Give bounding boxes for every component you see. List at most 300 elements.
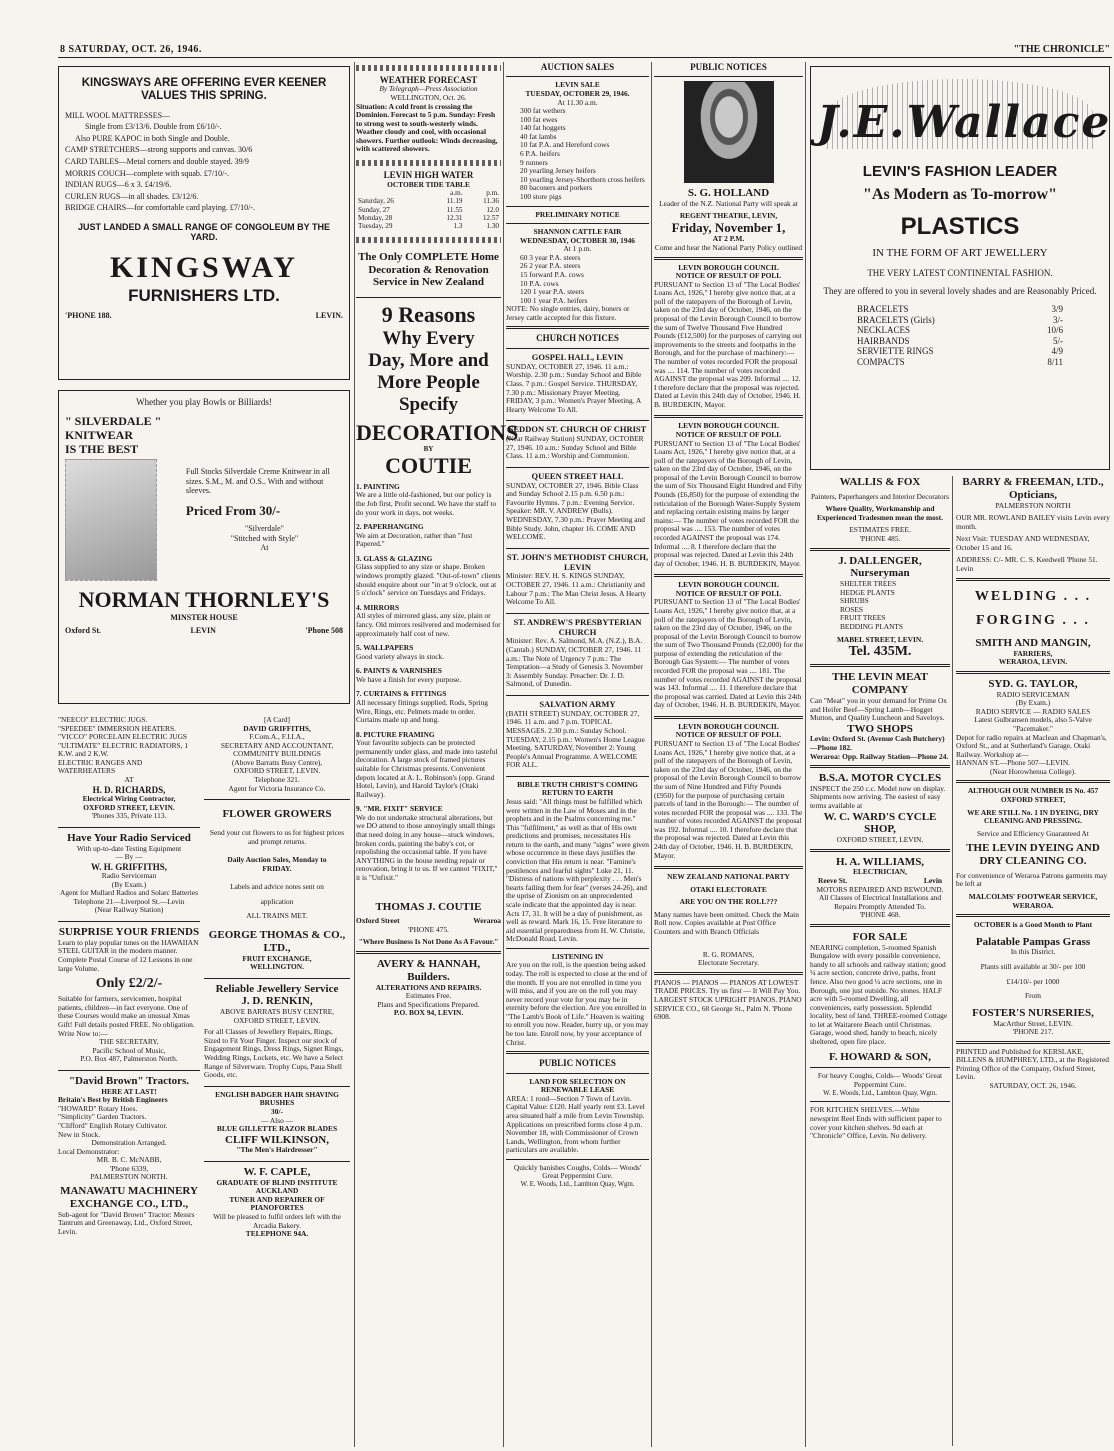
council-head: LEVIN BOROUGH COUNCIL (678, 421, 779, 431)
dyeing-name: THE LEVIN DYEING AND DRY CLEANING CO. (966, 842, 1100, 868)
church-name: GOSPEL HALL, LEVIN (531, 351, 624, 362)
tide-cell: 12.57 (482, 214, 499, 223)
dallenger-item: SHRUBS (840, 596, 869, 606)
church-name: ST. JOHN'S METHODIST CHURCH, LEVIN (506, 551, 649, 572)
nine-reasons (356, 302, 519, 479)
stock-item: 10 yearling Jersey-Shorthorn cross heifers (520, 174, 645, 184)
wilk-line: BLUE GILLETTE RAZOR BLADES (216, 1124, 338, 1134)
wallace-leader: LEVIN'S FASHION LEADER (862, 163, 1058, 180)
column-divider (805, 62, 806, 1447)
pampas-price: £14/10/- per 1000 (1006, 976, 1060, 986)
coutie-town: Weraroa (473, 916, 501, 926)
tide-col: a.m. (450, 189, 463, 198)
kingsway-item: Single from £3/13/6. Double from £6/10/-. (85, 122, 222, 132)
roll-body: Many names have been omitted. Check the Main Roll now. Copies available at Post Office Counters and with Branch Officials (654, 909, 799, 937)
kingsway-item: INDIAN RUGS—6 x 3. £4/19/6. (65, 180, 172, 190)
column-divider (503, 62, 504, 1447)
column-5 (654, 62, 803, 1447)
council-body: PURSUANT to Section 13 of "The Local Bodies' Loans Act, 1926," I hereby give notice that, at a poll of the ratepayers of the Borough of Levin, taken on the 23rd day of October, 1946, on the proposal of the Levin Borough Council to borrow the sum of Twelve Thousand Five Hundred Pounds (£12,500) for the purposes of carrying out improvements to the streets and footpaths in the Borough, and for the purchase of machinery:— The number of votes recorded FOR the proposal was .... 114. The number of votes recorded AGAINST the proposal was 209. Informal .... 12. I therefore declare that the proposal was rejected. Dated at Levin this 24th day of October, 1946. H. B. BURDEKIN, Mayor. (654, 279, 802, 409)
griffiths-card (204, 716, 350, 793)
griffiths-line: [A Card] (263, 715, 291, 724)
thornley-name: NORMAN THORNLEY'S (78, 587, 330, 613)
bible-body: Jesus said: "All things must be fulfilled which were written in the Law of Moses and in the prophets and in the Psalms concerning me." This "fulfilment," as well as that of His own predictions and promises, necessitates His return to the earth, and many "signs" were given whose occurrence in these days justifies the conviction that His return is near. "Famine's pestilences and fearful sights" Luke 21, 11. "Distress of nations with perplexity . . . Men's hearts failing them for fear" (verses 24-26), and the uprise of Zionism on an unprecedented scale indicate that the appointed day is near. Acts 17, 31. It will be a day of punishment, as well as reward. Mark 16, 15. Free literature to aid essential preparedness from H. W. Christie, McDonald Road, Levin. (506, 797, 649, 944)
stock-item: 6 P.A. heifers (520, 149, 560, 159)
imprint: PRINTED and Published for KERSLAKE, BILLENS & HUMPHREY, LTD., at the Registered Printing Office of the Company, Oxford Street, Levin. (956, 1046, 1109, 1082)
avery-line: ALTERATIONS AND REPAIRS. (375, 982, 482, 992)
reason-text: Good variety always in stock. (356, 651, 445, 661)
romans-name: R. G. ROMANS, (702, 949, 755, 959)
church-head: CHURCH NOTICES (536, 333, 619, 344)
column-3 (356, 62, 519, 1447)
council-sub: NOTICE OF RESULT OF POLL (675, 429, 782, 439)
column-4 (506, 62, 649, 1447)
reason-text: Glass supplied to any size or shape. Broken windows promptly glazed. "Out-of-town" clients should enquire about our "in at 9 o'clock, out at 5 o'clock" service on Tuesdays and Fridays. (356, 562, 501, 598)
barry-name: BARRY & FREEMAN, LTD., (962, 476, 1104, 488)
reason-head: 7. CURTAINS & FITTINGS (356, 689, 447, 699)
council-head: LEVIN BOROUGH COUNCIL (678, 580, 779, 590)
dbrown-line: Britain's Best by British Engineers (58, 1095, 168, 1105)
price-item: COMPACTS (857, 356, 905, 367)
church-name: QUEEN STREET HALL (531, 470, 624, 481)
taylor-name: SYD. G. TAYLOR, (988, 677, 1078, 690)
pampas-from: From (1024, 991, 1041, 1001)
council-body: PURSUANT to Section 13 of "The Local Bodies' Loans Act, 1926," I hereby give notice that, at a poll of the ratepayers of the Borough of Levin, taken on the 23rd day of October, 1946, on the proposal of the Levin Borough Council to borrow the sum of Two Thousand Pounds (£2,000) for the purpose of extending the reticulation of the Borough Gas System:— The number of votes recorded FOR the proposal was .... 181. The number of votes recorded AGAINST the proposal was 143. Informal .... 11. I therefore declare that the proposal was carried. Dated at Levin this 24th day of October, 1946. H. B. BURDEKIN, Mayor. (654, 597, 803, 710)
surprise-head: SURPRISE YOUR FRIENDS (58, 926, 200, 939)
dallenger-address: MABEL STREET, LEVIN. (836, 634, 924, 644)
prelim-notice: PRELIMINARY NOTICE (535, 209, 620, 219)
wallace-ad (810, 66, 1110, 470)
griffiths-line: (Above Barratts Busy Centre), (231, 757, 323, 767)
price-row (857, 315, 1063, 325)
thornley-at: At (260, 542, 269, 552)
tide-cell: 12.31 (446, 214, 463, 223)
reasons-line: 9 Reasons (381, 302, 476, 328)
tide-cell: Sunday, 27 (358, 205, 390, 214)
flower-line: Send your cut flowers to us for highest prices and prompt returns. (209, 827, 345, 846)
levin-time: At 11.30 a.m. (557, 97, 598, 107)
reason-head: 8. PICTURE FRAMING (356, 729, 435, 739)
thornley-right (186, 407, 343, 583)
richards-line: "VICCO" PORCELAIN ELECTRIC JUGS (58, 732, 188, 742)
council-sub: NOTICE OF RESULT OF POLL (675, 730, 782, 740)
williams-line: 'PHONE 468. (859, 910, 901, 920)
church-text: Minister: Rev. A. Salmond, M.A. (N.Z.), B.A. (Cantab.) SUNDAY, OCTOBER 27, 1946. 11 a.m.: The Note of Urgency 7 p.m.: The Temptation—a Study of Genesis 3. November 3: Assembly Sunday. Preacher: Dr. J. D. Salmond, of Dunedin. (506, 636, 644, 689)
dbrown-line: "Simplicity" Garden Tractors. (58, 1112, 147, 1122)
thornley-ad (58, 390, 350, 704)
thornley-silverdale: " SILVERDALE " (65, 414, 162, 429)
dyeing-still: WE ARE STILL No. 1 IN DYEING, DRY CLEANING AND PRESSING. (967, 807, 1099, 826)
griffiths-line: SECRETARY AND ACCOUNTANT, (220, 740, 334, 750)
weather-head: WEATHER FORECAST (379, 75, 478, 85)
wilk-line: 30/- (271, 1106, 283, 1116)
smith-name: SMITH AND MANGIN, (975, 637, 1091, 650)
listen-head: LISTENING IN (551, 951, 604, 961)
wallace-offered: They are offered to you in several lovely shades and are Reasonably Priced. (823, 285, 1097, 296)
welding-head: WELDING . . . (974, 588, 1092, 604)
church-text: SUNDAY, OCTOBER 27, 1946. Bible Class and Sunday School 2.15 p.m. 6.50 p.m.: Favourite Hymns. 7 p.m.: Evening Service. Speaker: MR. V. ANDREW (Bulls). WEDNESDAY, 7.30 p.m.: Prayer Meeting and Bible Study. John, chapter 16. COME AND WELCOME. (506, 480, 645, 542)
thornley-phone: 'Phone 508 (305, 625, 343, 635)
kingsway-name: KINGSWAY (110, 250, 298, 284)
renkin-sub: ABOVE BARRATS BUSY CENTRE, (219, 1007, 335, 1017)
dbrown-sub: HERE AT LAST! (101, 1086, 157, 1096)
thornley-street: Oxford St. (65, 625, 101, 635)
stock-item: 60 3 year P.A. steers (520, 252, 581, 262)
wallis-sub: Painters, Paperhangers and Interior Decorators (810, 491, 950, 501)
caple-line: TUNER AND REPAIRER OF PIANOFORTES (229, 1194, 325, 1213)
coutie-street: Oxford Street (356, 916, 400, 926)
church-list (506, 353, 649, 770)
holland-date: Friday, November 1, (671, 220, 786, 236)
pampas-plants: Plants still available at 30/- per 100 (980, 962, 1086, 972)
weather-body: Situation: A cold front is crossing the Dominion. Forecast to 5 p.m. Sunday: Fresh to strong west to south-westerly winds. Weather cloudy and cool, with occasional showers. Further outlook: Winds decreasing, with scattered showers. (356, 101, 498, 154)
price-row (857, 346, 1063, 356)
flower-line: Labels and advice notes sent on (230, 882, 324, 892)
kingsway-congoleum: JUST LANDED A SMALL RANGE OF CONGOLEUM BY THE YARD. (77, 222, 330, 243)
taylor-line: (By Exam.) (1015, 698, 1051, 708)
thornley-house: MINSTER HOUSE (170, 612, 238, 622)
malcolms-name: MALCOLMS' FOOTWEAR SERVICE, WERAROA. (968, 892, 1098, 910)
kingsway-ad (58, 66, 350, 380)
pianos-ad: PIANOS — PIANOS — PIANOS AT LOWEST TRADE PRICES. Try us first — It Will Pay You. LARGEST STOCK UPRIGHT PIANOS. PIANO SERVICE CO., 68 George St., Palm N. 'Phone 6908. (654, 977, 802, 1022)
levin-items (506, 107, 649, 201)
barry-next: Next Visit: TUESDAY AND WEDNESDAY, October 15 and 16. (956, 534, 1090, 552)
taylor-line: RADIO SERVICE — RADIO SALES (975, 706, 1091, 716)
reason-head: 6. PAINTS & VARNISHES (356, 666, 442, 676)
woods-sub: W. E. Woods, Ltd., Lambton Quay, Wgtn. (520, 1181, 635, 1188)
weather-forecast (356, 75, 501, 154)
flower-growers-ad (204, 808, 350, 971)
dallenger-item: HEDGE PLANTS (840, 587, 895, 597)
public-notices-head: PUBLIC NOTICES (539, 1058, 616, 1069)
foster-address: MacArthur Street, LEVIN. (993, 1018, 1073, 1028)
reason-head: 3. GLASS & GLAZING (356, 553, 433, 563)
foster-name: FOSTER'S NURSERIES, (972, 1006, 1094, 1019)
dallenger-item: BEDDING PLANTS (840, 622, 904, 632)
pampas-district: In this District. (1010, 947, 1056, 957)
for-sale-head: FOR SALE (852, 930, 908, 943)
williams-street: Reeve St. (818, 876, 848, 886)
masthead-title: "THE CHRONICLE" (1013, 44, 1110, 55)
shannon-items (506, 254, 649, 305)
dbrown-line: 'Phone 6339, (109, 1163, 149, 1173)
griffiths-line: DAVID GRIFFITHS, (243, 723, 311, 733)
tide-col: p.m. (486, 189, 499, 198)
dyeing-body: For convenience of Weraroa Patrons garments may be left at (956, 870, 1108, 889)
masthead-rule (58, 57, 1112, 58)
woods-sub: W. E. Woods, Ltd., Lambton Quay, Wgtn. (823, 1089, 937, 1097)
meat-company-name: THE LEVIN MEAT COMPANY (832, 671, 928, 697)
column-2 (204, 712, 350, 1447)
coutie-tagline: "Where Business Is Not Done As A Favour." (358, 937, 499, 947)
bsa-body: INSPECT the 250 c.c. Model now on display. Shipments now arriving. The easiest of easy terms available at (810, 783, 946, 811)
council-head: LEVIN BOROUGH COUNCIL (678, 721, 779, 731)
wallace-art: IN THE FORM OF ART JEWELLERY (872, 246, 1048, 259)
forging-head: FORGING . . . (976, 612, 1090, 628)
radio-sub: Agent for Mullard Radios and Solarc Batteries (60, 888, 198, 898)
price-value: 8/11 (1047, 356, 1063, 367)
october-head: OCTOBER is a Good Month to Plant (973, 920, 1093, 930)
reason-head: 2. PAPERHANGING (356, 522, 424, 532)
reasons-line: Specify (398, 393, 459, 415)
reasons-line: COUTIE (385, 453, 472, 479)
reason-head: 5. WALLPAPERS (356, 643, 414, 653)
wallis-body: Where Quality, Workmanship and Experienced Tradesmen mean the most. (817, 504, 943, 522)
masthead-date: 8 SATURDAY, OCT. 26, 1946. (60, 44, 202, 55)
ward-address: OXFORD STREET, LEVIN. (836, 835, 924, 845)
dbrown-line: MR. B. C. McNABB, (96, 1155, 162, 1165)
renkin-name: J. D. RENKIN, (241, 995, 313, 1008)
kingsway-item: MILL WOOL MATTRESSES— (65, 110, 171, 120)
richards-ad (58, 716, 200, 821)
reason-head: 9. "MR. FIXIT" SERVICE (356, 804, 443, 814)
meat-shops: TWO SHOPS (847, 722, 913, 735)
smith-farriers: FARRIERS, (1013, 648, 1053, 658)
national-party-head: NEW ZEALAND NATIONAL PARTY (667, 872, 790, 882)
wallace-area (810, 62, 1110, 472)
wilk-line: — Also — (260, 1115, 294, 1125)
stock-item: 10 P.A. cows (520, 278, 559, 288)
coutie-name: THOMAS J. COUTIE (375, 900, 482, 913)
flower-line: application (260, 896, 294, 906)
church-text: Minister: REV. H. S. KINGS SUNDAY, OCTOBER 27, 1946. 11 a.m.: Christianity and Labour 7 p.m.: The Man Christ Jesus. A Hearty Welcome To All. (506, 571, 647, 607)
otaki-electorate: OTAKI ELECTORATE (690, 884, 767, 894)
reason-text: We have a finish for every purpose. (356, 674, 462, 684)
williams-line: All Classes of Electrical Installations and Repairs Promptly Attended To. (818, 893, 942, 911)
price-row (857, 304, 1063, 314)
shelves-ad: FOR KITCHEN SHELVES.—White newsprint Reel Ends with sufficient paper to cover your kitchen shelves. 9d each at "Chronicle" Office, Levin. No delivery. (810, 1105, 942, 1141)
woods-ad: For heavy Coughs, Colds— Woods' Great Peppermint Cure. (817, 1071, 943, 1089)
price-value: 10/6 (1046, 325, 1063, 336)
coutie-phone: 'PHONE 475. (408, 924, 449, 934)
tide-table (356, 170, 501, 231)
coutie-reasons-list (356, 483, 501, 883)
thornley-town: LEVIN (190, 625, 216, 635)
meat-shop-line: Levin: Oxford St. (Avenue Cash Butchery)—Phone 182. (810, 734, 945, 752)
ornament-rule (356, 237, 501, 243)
ornament-rule (356, 160, 501, 166)
radio-sub: (By Exam.) (111, 879, 147, 889)
dyeing-service: Service and Efficiency Guaranteed At (977, 828, 1089, 838)
church-text: SUNDAY, OCTOBER 27, 1946. 11 a.m.: Worship. 2.30 p.m.: Sunday School and Bible Class. 7 p.m.: Gospel Service. THURSDAY, 7.30 p.m.: Missionary Prayer Meeting. FRIDAY, 3 p.m.: Women's Prayer Meeting. A Hearty Welcome To All. (506, 361, 642, 414)
price-item: SERVIETTE RINGS (857, 346, 934, 357)
dbrown-head: "David Brown" Tractors. (68, 1074, 190, 1087)
weather-by: By Telegraph—Press Association (379, 84, 478, 94)
richards-line: AT (124, 775, 134, 785)
griffiths-line: Telephone 321. (254, 775, 300, 785)
stock-item: 300 fat wethers (520, 106, 566, 116)
stock-item: 80 baconers and porkers (520, 183, 593, 193)
kingsway-item: Also PURE KAPOC in both Single and Double. (75, 133, 230, 143)
price-value: 5/- (1053, 335, 1063, 346)
weather-place: WELLINGTON, Oct. 26. (390, 93, 467, 103)
column-divider (651, 62, 652, 1447)
masthead (0, 0, 1114, 56)
reasons-line: BY (423, 445, 434, 454)
auction-head: AUCTION SALES (540, 62, 615, 72)
richards-line: "NEECO" ELECTRIC JUGS. (58, 715, 148, 724)
wilk-sub: "The Men's Hairdresser" (236, 1145, 318, 1155)
stock-item: 100 store pigs (520, 191, 562, 201)
kingsway-item: MORRIS COUCH—complete with squab. £7/10/-. (65, 168, 229, 178)
tide-grid (356, 189, 501, 231)
barry-opticians: Opticians, (1009, 488, 1057, 501)
dallenger-nursery: Nurseryman (850, 567, 910, 580)
surprise-body: Learn to play popular tunes on the HAWAIIAN STEEL GUITAR in the modern manner. Complete Postal Course of 12 Lessons in one large Volume. (58, 937, 199, 973)
price-item: HAIRBANDS (857, 335, 910, 346)
richards-line: "ULTIMATE" ELECTRIC RADIATORS, 1 K.W. and 2 K.W. (58, 740, 189, 759)
kingsway-headline: KINGSWAYS ARE OFFERING EVER KEENER VALUES THIS SPRING. (81, 77, 327, 103)
surprise-ad (58, 926, 200, 1064)
kingsway-item: CARD TABLES—Metal corners and double stayed. 39/9 (65, 157, 249, 167)
price-row (857, 325, 1063, 335)
taylor-line: Latest Gulbransen models, also 5-Valve "Pacemaker." (974, 715, 1092, 733)
bible-head: BIBLE TRUTH CHRIST'S COMING RETURN TO EARTH (517, 779, 638, 798)
taylor-line: HANNAN ST.—Phone 507—LEVIN. (956, 758, 1070, 768)
reason-text: We do not undertake structural alterations, but we DO attend to those annoyingly small things that need doing in any house—stuck windows, broken cords, painting the baby's cot, or repolishing the occasional table. If you have ANYTHING in the house needing repair or renovation, bring it to us. If we cannot "FIXIT," it is "Unfixit." (356, 812, 498, 882)
kingsway-items (65, 110, 343, 214)
council-sub: NOTICE OF RESULT OF POLL (675, 588, 782, 598)
caple-line: TELEPHONE 94A. (245, 1229, 309, 1239)
shannon-date: WEDNESDAY, OCTOBER 30, 1946 (520, 235, 635, 245)
price-row (857, 336, 1063, 346)
williams-name: H. A. WILLIAMS, (835, 855, 925, 868)
tide-head: LEVIN HIGH WATER (383, 170, 474, 181)
avery-name: AVERY & HANNAH, Builders. (376, 958, 481, 983)
price-row (857, 357, 1063, 367)
church-text: (Near Railway Station) SUNDAY, OCTOBER 27, 1946. 10 a.m.: Sunday School and Bible Class. 11 a.m.: Worship and Communion. (506, 434, 644, 461)
radio-sub: Radio Serviceman (101, 871, 157, 881)
caple-line: Will be pleased to fulfil orders left with the Arcadia Bakery. (213, 1212, 341, 1230)
richards-sub: Electrical Wiring Contractor, (82, 794, 176, 804)
dallenger-item: ROSES (840, 604, 864, 614)
holland-time: AT 2 P.M. (712, 234, 745, 244)
avery-line: Estimates Free. (405, 991, 452, 1001)
williams-line: MOTORS REPAIRED AND REWOUND. (816, 884, 944, 894)
tide-cell: 12.0 (486, 205, 499, 214)
surprise-price: Only £2/2/- (95, 976, 163, 992)
richards-sub: OXFORD STREET, LEVIN. (83, 802, 175, 812)
column-7 (956, 476, 1110, 1446)
levin-date: TUESDAY, OCTOBER 29, 1946. (525, 89, 630, 99)
tide-cell: 1.3 (453, 222, 463, 231)
imprint-date: SATURDAY, OCT. 26, 1946. (989, 1081, 1077, 1091)
tide-cell: 11.55 (446, 205, 463, 214)
column-6 (810, 476, 950, 1446)
price-item: BRACELETS (857, 304, 909, 315)
ward-name: W. C. WARD'S CYCLE SHOP, (823, 810, 937, 836)
radio-sub: (Near Railway Station) (94, 905, 164, 915)
flower-head: FLOWER GROWERS (222, 808, 332, 821)
wallis-name: WALLIS & FOX (839, 476, 921, 488)
howard-name: F. HOWARD & SON, (829, 1050, 931, 1063)
williams-town: Levin (923, 876, 942, 886)
barry-town: PALMERSTON NORTH (995, 500, 1071, 510)
renkin-head: Reliable Jewellery Service (215, 982, 339, 995)
stock-item: 100 fat ewes (520, 114, 558, 124)
dbrown-line: "Clifford" English Rotary Cultivator. (58, 1121, 168, 1131)
listen-body: Are you on the roll, is the question being asked today. The roll is expected to close at the end of the month. If you are not enrolled in time you will miss, and if you are on the roll you may never record your vote for you may be in eternity before the election. Are you enrolled in "The Lamb's Book of Life." Heaven is waiting to enroll you now. Reader, hurry up, or you may be too late. Enroll now, by your acceptance of Christ. (506, 960, 649, 1047)
tide-col (356, 189, 428, 197)
council-sub: NOTICE OF RESULT OF POLL (675, 271, 782, 281)
dbrown-line: Demonstration Arranged. (91, 1138, 167, 1148)
flower-line: Daily Auction Sales, Monday to (227, 855, 327, 865)
kingsway-item: BRIDGE CHAIRS—for comfortable card playing. £7/10/-. (65, 203, 255, 213)
wilk-line: ENGLISH BADGER HAIR SHAVING BRUSHES (215, 1089, 339, 1108)
kingsway-town: LEVIN. (315, 311, 343, 321)
column-1 (58, 712, 200, 1447)
griffiths-line: COMMUNITY BUILDINGS (233, 749, 321, 759)
reason-text: We aim at Decoration, rather than "Just Papered." (356, 530, 473, 549)
wallace-plastics: PLASTICS (900, 212, 1020, 240)
richards-line: ELECTRIC RANGES AND WATERHEATERS (58, 757, 143, 776)
david-brown-ad (58, 1075, 200, 1236)
thornley-body: Full Stocks Silverdale Creme Knitwear in all sizes. S.M., M. and O.S.. With and without sleeves. (185, 467, 330, 495)
column-divider (952, 476, 953, 1446)
stock-item: 100 1 year P.A. heifers (520, 295, 588, 305)
manawatu-body: Sub-agent for "David Brown" Tractor: Messrs Tantrum and Greenaway, Ltd., Oxford Street, Levin. (58, 1209, 195, 1236)
thornley-sd: "Silverdale" (244, 524, 284, 534)
richards-line: "SPEEDEE" IMMERSION HEATERS. (58, 723, 176, 733)
price-value: 3/9 (1051, 304, 1063, 315)
griffiths-line: F.Com.A., F.I.I.A., (249, 732, 305, 742)
reasons-line: Day, More and (368, 349, 489, 371)
left-ads-top (58, 62, 350, 707)
public-notices-head: PUBLIC NOTICES (690, 62, 767, 72)
renkin-ad (204, 983, 350, 1080)
reason-text: Your favourite subjects can be protected permanently under glass, and made into tasteful decoration. A large stock of framed pictures suitable for Christmas presents. Convenient depots located at A. L. Robinson's (opp. Grand Hotel, Levin), and Harold Taylor's (Otaki Railway). (356, 738, 498, 799)
church-name: SALVATION ARMY (539, 698, 616, 709)
stock-item: 20 yearling Jersey heifers (520, 166, 596, 176)
radio-sub: Telephone 21—Liverpool St.—Levin (73, 896, 185, 906)
bsa-head: B.S.A. MOTOR CYCLES (818, 772, 942, 785)
wallis-phone: 'PHONE 485. (859, 534, 901, 544)
council-body: PURSUANT to Section 13 of "The Local Bodies' Loans Act, 1926," I hereby give notice that, at a poll of the ratepayers of the Borough of Levin, taken on the 23rd day of October, 1946, on the proposal of the Levin Borough Council to borrow the sum of Nine Hundred and Fifty Pounds (£950) for the purpose of purchasing certain parcels of land in the Borough:— The number of votes recorded FOR the proposal was .... 133. The number of votes recorded AGAINST the proposal was 192. Informal .... 10. I therefore declare that the proposal was rejected. Dated at Levin this 24th day of October, 1946. H. B. BURDEKIN, Mayor. (654, 739, 803, 860)
reasons-line: DECORATIONS (356, 419, 519, 445)
dyeing-although: ALTHOUGH OUR NUMBER IS No. 457 OXFORD STREET, (967, 786, 1099, 805)
taylor-line: RADIO SERVICEMAN (996, 689, 1070, 699)
surprise-addr: Pacific School of Music, (92, 1045, 166, 1055)
manawatu-name: MANAWATU MACHINERY EXCHANGE CO., LTD., (60, 1185, 198, 1210)
griffiths-line: Agent for Victoria Insurance Co. (228, 783, 326, 793)
reason-text: All necessary fittings supplied. Rods, Spring Wire, Rings, etc. Pelmets made to order. Curtains made up and hung. (356, 697, 488, 725)
flower-line: ALL TRAINS MET. (246, 911, 308, 921)
council-head: LEVIN BOROUGH COUNCIL (678, 262, 779, 272)
dbrown-line: Local Demonstrator: (58, 1146, 120, 1156)
church-text: (BATH STREET) SUNDAY, OCTOBER 27, 1946. 11 a.m. and 7 p.m. TOPICAL MESSAGES. 2.30 p.m.: Sunday School. TUESDAY, 2.15 p.m.: Women's Home League Meeting. SATURDAY, November 2: Young People's Annual Programme. A WELCOME FOR ALL. (506, 708, 645, 770)
thornley-best: IS THE BEST (65, 442, 139, 457)
kingsway-phone: 'PHONE 188. (65, 311, 112, 321)
dbrown-line: PALMERSTON NORTH. (90, 1172, 168, 1182)
woods-ad: Quickly banishes Coughs, Colds— Woods' Great Peppermint Cure. (513, 1162, 642, 1181)
radio-body: With up-to-date Testing Equipment (76, 843, 182, 853)
price-item: NECKLACES (857, 325, 911, 336)
griffiths-radio-ad (58, 832, 200, 915)
kingsway-name2: FURNISHERS LTD. (128, 285, 280, 305)
dallenger-items (810, 580, 950, 631)
kingsway-contact (65, 311, 343, 320)
renkin-body: For all Classes of Jewellery Repairs, Rings, Sized to Fit Your Finger. Inspect our stock of Engagement Rings, Dress Rings, Signet Rings, Wedding Rings, Lockets, etc. We have a Select Range of Silverware. Trophy Cups, Paua Shell Goods, etc. (204, 1027, 344, 1080)
dbrown-line: "HOWARD" Rotary Hoes. (58, 1103, 138, 1113)
wallace-prices (857, 304, 1063, 367)
taylor-line: Depot for radio repairs at Maclean and Chapman's, Oxford St., and at Sutherland's Garage, Otaki Railway. Workshop at— (956, 732, 1107, 759)
holland-come: Come and hear the National Party Policy outlined (654, 243, 803, 252)
dallenger-name: J. DALLENGER, (838, 554, 922, 567)
romans-title: Electorate Secretary. (697, 958, 760, 968)
thornley-lead: Whether you play Bowls or Billiards! (136, 397, 272, 407)
reasons-line: Why Every (382, 327, 475, 349)
thornley-stitched: "Stitched with Style" (230, 533, 299, 543)
foster-phone: 'PHONE 217. (1012, 1027, 1054, 1037)
